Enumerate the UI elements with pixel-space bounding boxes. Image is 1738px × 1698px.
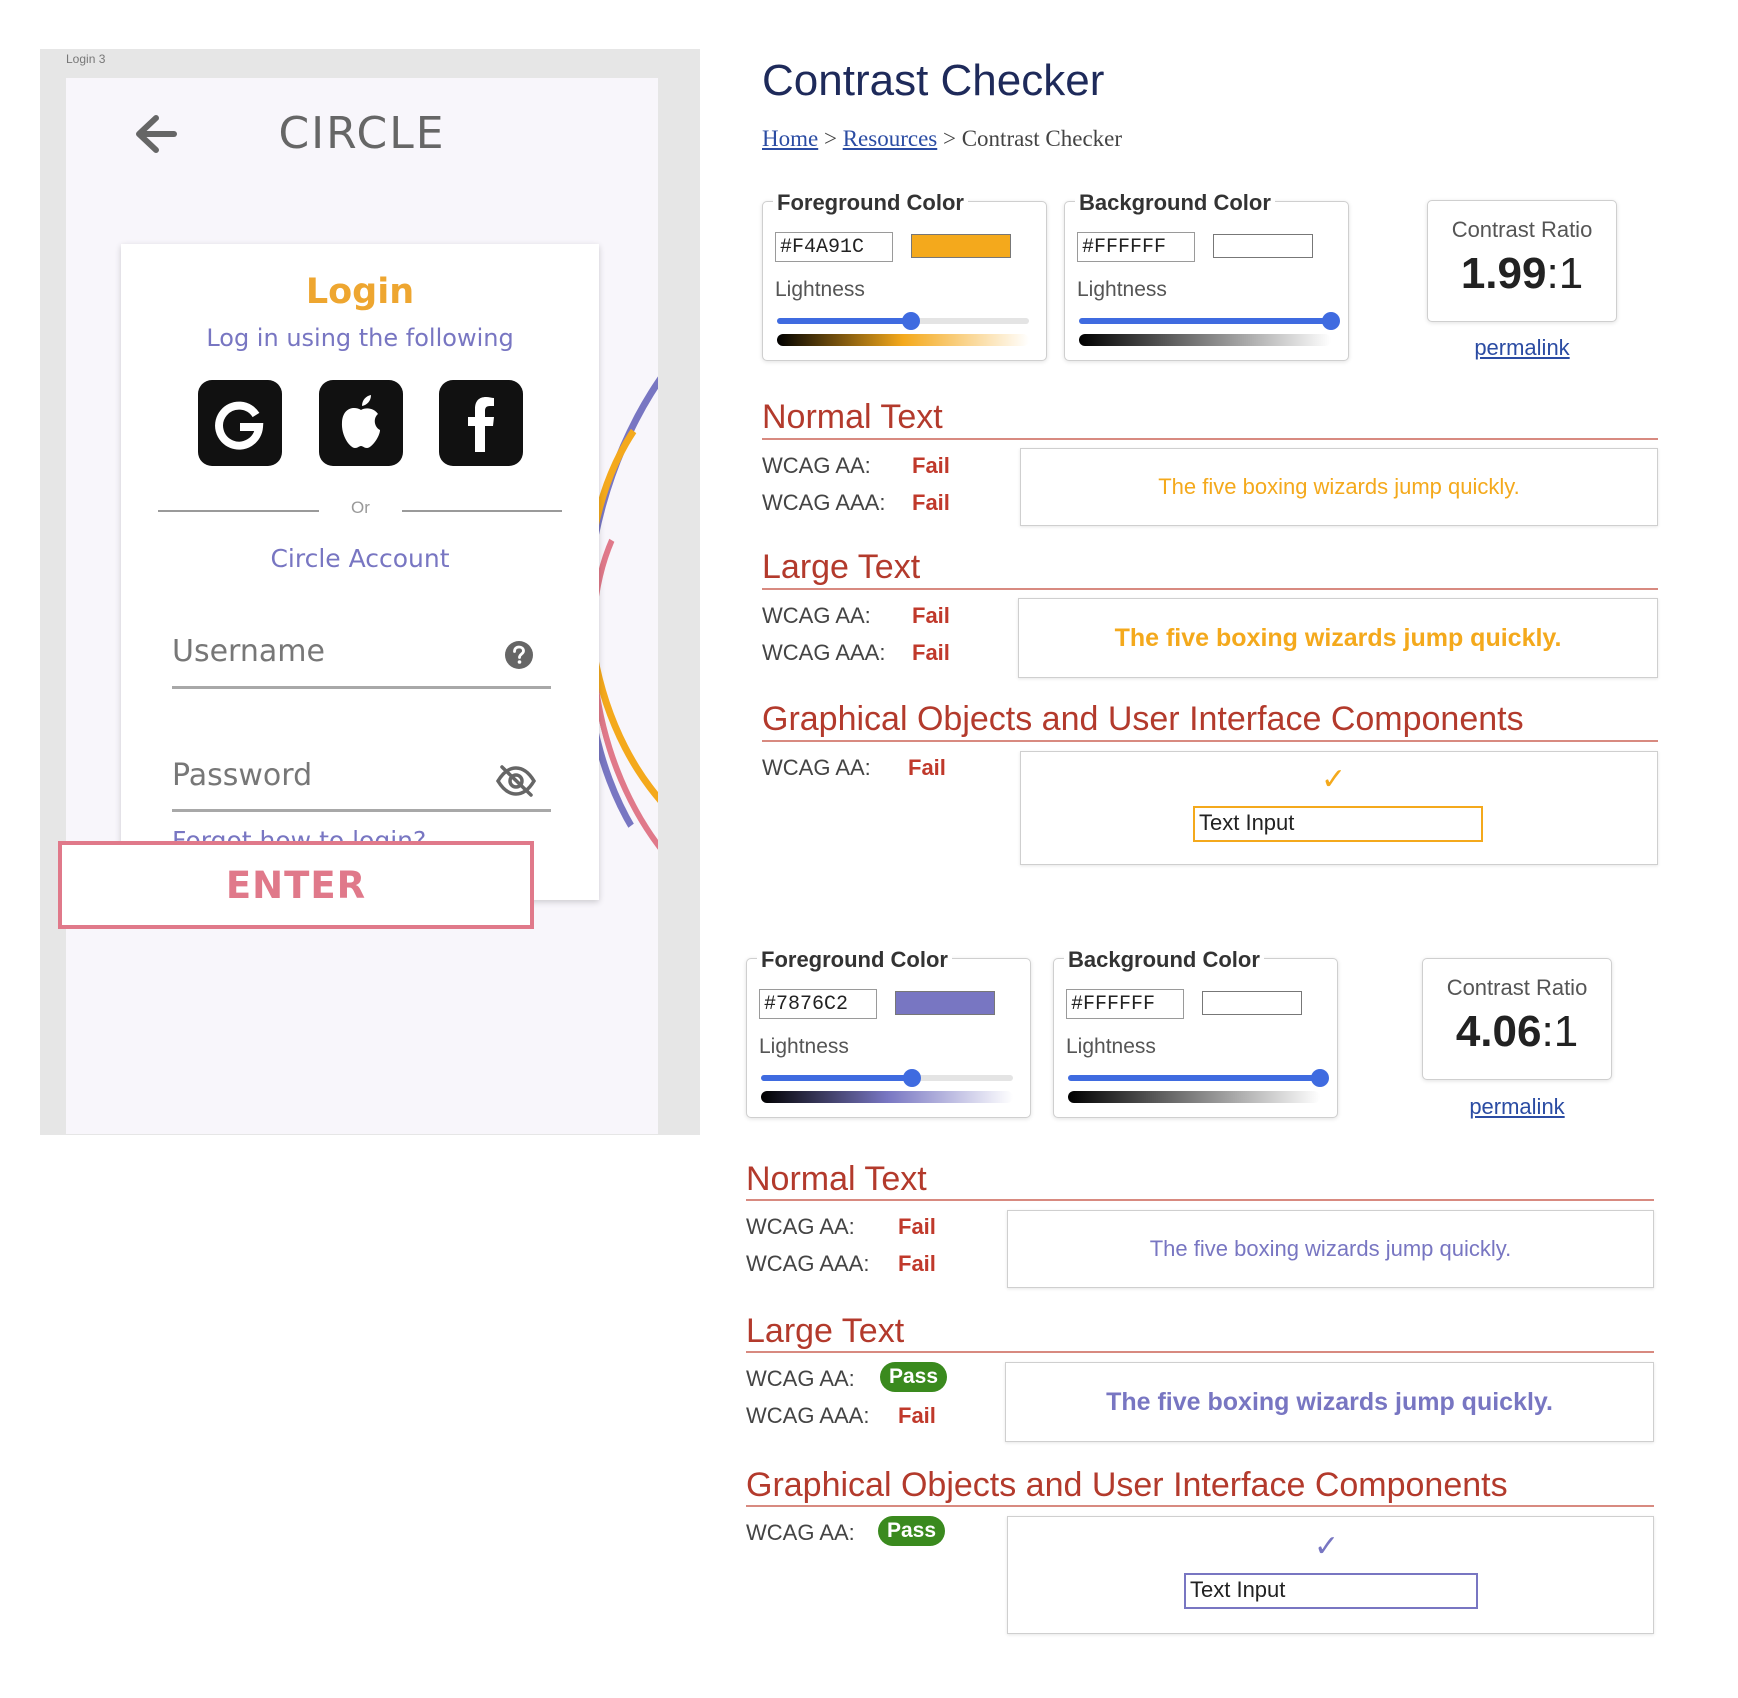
- wcag-aa-label: WCAG AA:: [746, 1214, 855, 1239]
- contrast-ratio-label: Contrast Ratio: [1446, 975, 1588, 1000]
- slider-fill: [1068, 1075, 1320, 1081]
- permalink-link[interactable]: permalink: [1474, 335, 1570, 360]
- wcag-aaa-label: WCAG AAA:: [762, 490, 886, 515]
- slider-thumb[interactable]: [1311, 1069, 1329, 1087]
- apple-icon: [331, 392, 391, 454]
- divider-text: Or: [351, 498, 370, 517]
- slider-fill: [761, 1075, 912, 1081]
- facebook-icon: [451, 392, 511, 454]
- help-icon[interactable]: [504, 640, 534, 670]
- breadcrumb-separator: >: [823, 126, 837, 151]
- contrast-ratio-box: [1427, 200, 1617, 322]
- background-lightness-slider[interactable]: [1079, 318, 1331, 324]
- foreground-lightness-slider[interactable]: [777, 318, 1029, 324]
- normal-aa-result: Fail: [912, 453, 950, 478]
- lightness-label: Lightness: [1077, 278, 1167, 301]
- check-mark-icon: ✓: [1314, 1530, 1340, 1563]
- background-hex-input[interactable]: [1066, 989, 1184, 1019]
- wcag-aaa-label: WCAG AAA:: [746, 1251, 870, 1276]
- background-swatch: [1202, 991, 1302, 1015]
- foreground-hex-input[interactable]: [759, 989, 877, 1019]
- wcag-aa-label: WCAG AA:: [746, 1366, 855, 1391]
- lightness-label: Lightness: [1066, 1035, 1156, 1058]
- foreground-label: Foreground Color: [773, 190, 968, 216]
- slider-thumb[interactable]: [1322, 312, 1340, 330]
- large-aa-result: Fail: [912, 603, 950, 628]
- login-title: Login: [305, 272, 415, 312]
- background-label: Background Color: [1075, 190, 1275, 216]
- large-aaa-result: Fail: [912, 640, 950, 665]
- lightness-gradient: [1079, 334, 1331, 346]
- foreground-picker: [746, 947, 1031, 1118]
- lightness-gradient: [761, 1091, 1013, 1103]
- contrast-ratio-value: 4.06:1: [1455, 1007, 1579, 1056]
- graphical-objects-heading: Graphical Objects and User Interface Components: [762, 700, 1524, 738]
- foreground-label: Foreground Color: [757, 947, 952, 973]
- circle-account-link[interactable]: Circle Account: [270, 544, 450, 573]
- enter-button[interactable]: ENTER: [58, 841, 534, 929]
- large-text-heading: Large Text: [746, 1312, 905, 1350]
- eye-slash-icon[interactable]: [495, 764, 537, 798]
- wcag-aaa-label: WCAG AAA:: [746, 1403, 870, 1428]
- permalink-link[interactable]: permalink: [1469, 1094, 1565, 1119]
- foreground-lightness-slider[interactable]: [761, 1075, 1013, 1081]
- text-input-sample[interactable]: Text Input: [1184, 1573, 1478, 1609]
- login-card: [121, 244, 599, 900]
- large-text-sample: The five boxing wizards jump quickly.: [1114, 623, 1562, 652]
- brand-title: CIRCLE: [278, 108, 446, 159]
- slider-fill: [777, 318, 911, 324]
- apple-login-button[interactable]: [319, 380, 403, 466]
- contrast-ratio-label: Contrast Ratio: [1451, 217, 1593, 242]
- normal-aaa-result: Fail: [912, 490, 950, 515]
- check-mark-icon: ✓: [1321, 763, 1347, 796]
- slider-thumb[interactable]: [903, 1069, 921, 1087]
- password-input[interactable]: Password: [172, 758, 313, 793]
- section-rule: [746, 1199, 1654, 1201]
- lightness-gradient: [1068, 1091, 1320, 1103]
- graphical-sample-box: [1007, 1516, 1654, 1634]
- google-icon: [210, 393, 270, 453]
- large-aa-result: Pass: [880, 1362, 947, 1392]
- foreground-swatch: [895, 991, 995, 1015]
- section-rule: [746, 1351, 1654, 1353]
- graphical-objects-heading: Graphical Objects and User Interface Components: [746, 1466, 1508, 1504]
- large-text-sample-box: [1018, 598, 1658, 678]
- background-label: Background Color: [1064, 947, 1264, 973]
- username-underline: [172, 686, 551, 689]
- breadcrumb-current: Contrast Checker: [961, 126, 1123, 151]
- normal-text-sample-box: [1020, 448, 1658, 526]
- wcag-aa-label: WCAG AA:: [762, 603, 871, 628]
- breadcrumb: [762, 126, 1122, 152]
- normal-aa-result: Fail: [898, 1214, 936, 1239]
- section-rule: [746, 1505, 1654, 1507]
- normal-text-sample-box: [1007, 1210, 1654, 1288]
- lightness-label: Lightness: [759, 1035, 849, 1058]
- background-picker: [1053, 947, 1338, 1118]
- background-hex-input[interactable]: [1077, 232, 1195, 262]
- normal-aaa-result: Fail: [898, 1251, 936, 1276]
- divider-left: [158, 510, 319, 512]
- section-rule: [762, 588, 1658, 590]
- normal-text-heading: Normal Text: [746, 1160, 927, 1198]
- contrast-ratio-box: [1422, 958, 1612, 1080]
- foreground-hex-input[interactable]: [775, 232, 893, 262]
- slider-fill: [1079, 318, 1331, 324]
- artboard-label: Login 3: [66, 52, 106, 66]
- page-title: Contrast Checker: [762, 56, 1105, 105]
- username-input[interactable]: Username: [172, 634, 325, 669]
- breadcrumb-separator: >: [942, 126, 956, 151]
- foreground-picker: [762, 190, 1047, 361]
- section-rule: [762, 438, 1658, 440]
- google-login-button[interactable]: [198, 380, 282, 466]
- wcag-aa-label: WCAG AA:: [762, 755, 871, 780]
- large-aaa-result: Fail: [898, 1403, 936, 1428]
- normal-text-sample: The five boxing wizards jump quickly.: [1149, 1236, 1512, 1261]
- phone-screen: [66, 78, 658, 1134]
- background-swatch: [1213, 234, 1313, 258]
- large-text-sample: The five boxing wizards jump quickly.: [1106, 1387, 1553, 1416]
- large-text-heading: Large Text: [762, 548, 921, 586]
- divider-right: [402, 510, 562, 512]
- breadcrumb-resources-link[interactable]: Resources: [842, 126, 938, 151]
- normal-text-heading: Normal Text: [762, 398, 943, 436]
- lightness-gradient: [777, 334, 1029, 346]
- text-input-sample[interactable]: Text Input: [1193, 806, 1483, 842]
- facebook-login-button[interactable]: [439, 380, 523, 466]
- graphical-sample-box: [1020, 751, 1658, 865]
- password-underline: [172, 809, 551, 812]
- large-text-sample-box: [1005, 1362, 1654, 1442]
- wcag-aa-label: WCAG AA:: [746, 1520, 855, 1545]
- wcag-aa-label: WCAG AA:: [762, 453, 871, 478]
- lightness-label: Lightness: [775, 278, 865, 301]
- contrast-ratio-value: 1.99:1: [1460, 249, 1584, 298]
- background-picker: [1064, 190, 1349, 361]
- slider-thumb[interactable]: [902, 312, 920, 330]
- wcag-aaa-label: WCAG AAA:: [762, 640, 886, 665]
- section-rule: [762, 740, 1658, 742]
- foreground-swatch: [911, 234, 1011, 258]
- login-subtitle: Log in using the following: [206, 324, 514, 352]
- breadcrumb-home-link[interactable]: Home: [762, 126, 819, 151]
- graphical-aa-result: Fail: [908, 755, 946, 780]
- graphical-aa-result: Pass: [878, 1516, 945, 1546]
- background-lightness-slider[interactable]: [1068, 1075, 1320, 1081]
- normal-text-sample: The five boxing wizards jump quickly.: [1158, 474, 1520, 499]
